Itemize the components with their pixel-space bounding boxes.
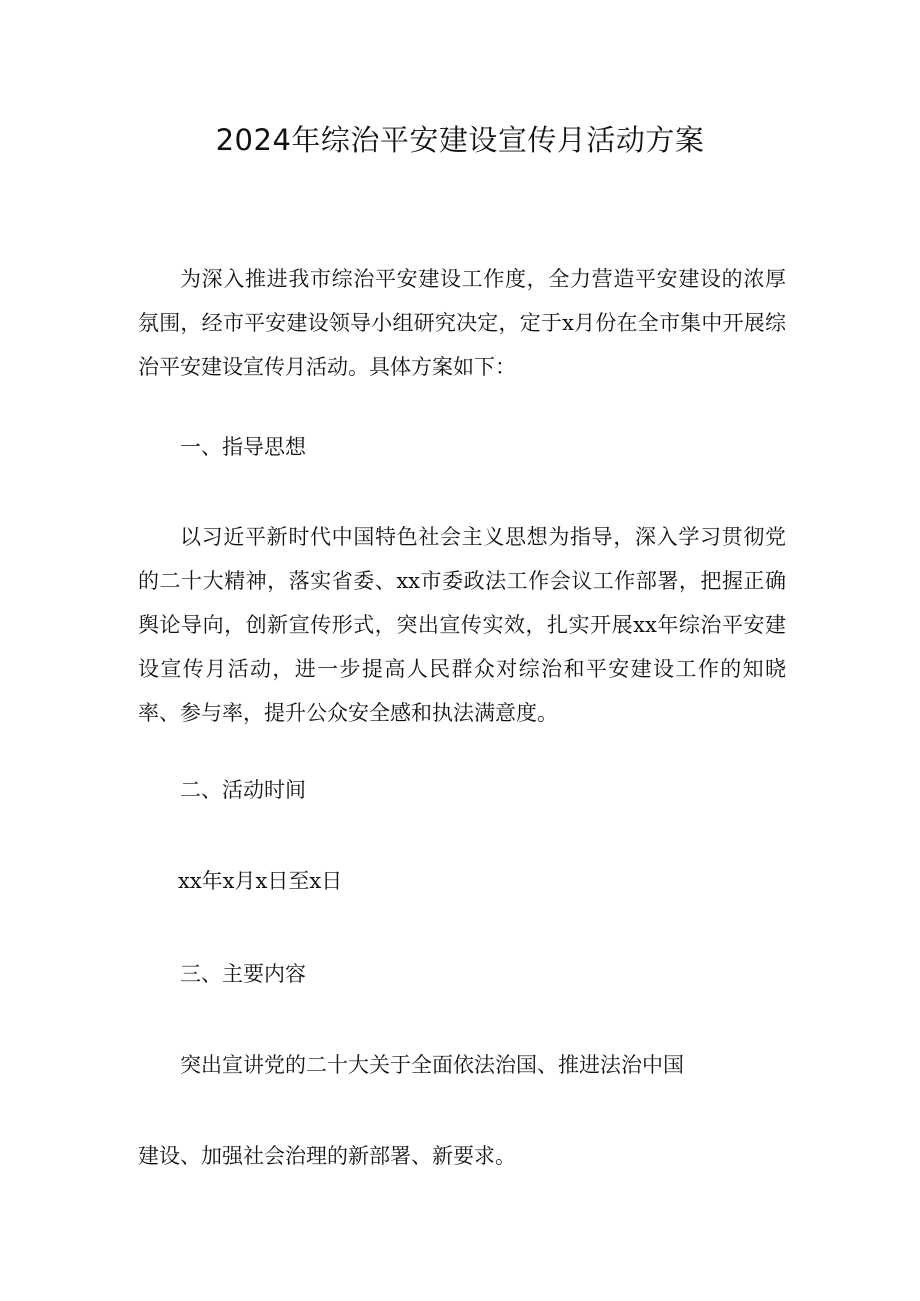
- document-title: 2024年综治平安建设宣传月活动方案: [215, 123, 705, 157]
- section-heading-activity-time: 二、活动时间: [180, 778, 306, 802]
- main-content-line-2: 建设、加强社会治理的新部署、新要求。: [138, 1144, 516, 1168]
- activity-time-text: xx年x月x日至x日: [178, 869, 343, 893]
- section-heading-main-content: 三、主要内容: [180, 962, 306, 986]
- intro-paragraph: 为深入推进我市综治平安建设工作度，全力营造平安建设的浓厚氛围，经市平安建设领导小组研究决定，定于x月份在全市集中开展综治平安建设宣传月活动。具体方案如下：: [138, 267, 786, 379]
- section-heading-guiding-ideology: 一、指导思想: [180, 435, 306, 459]
- main-content-line-1: 突出宣讲党的二十大关于全面依法治国、推进法治中国: [180, 1053, 684, 1077]
- guiding-ideology-paragraph: 以习近平新时代中国特色社会主义思想为指导，深入学习贯彻党的二十大精神，落实省委、xx市委政法工作会议工作部署，把握正确舆论导向，创新宣传形式，突出宣传实效，扎实开展xx年综治平安建设宣传月活动，进一步提高人民群众对综治和平安建设工作的知晓率、参与率，提升公众安全感和执法满意度。: [138, 525, 786, 725]
